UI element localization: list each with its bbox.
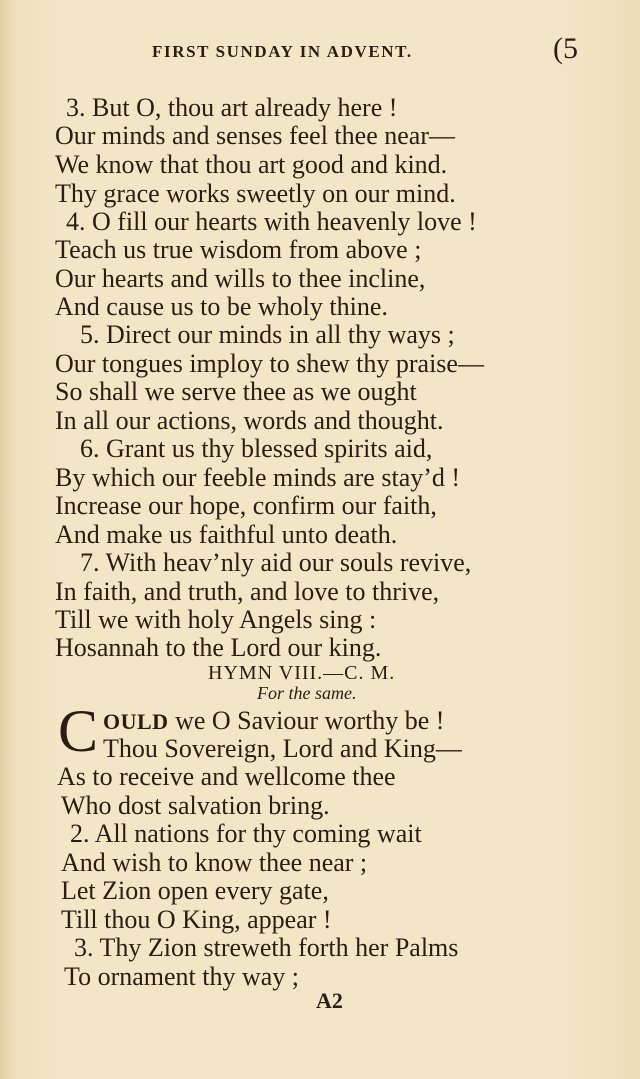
verse-line: 2. All nations for thy coming wait [70, 819, 422, 848]
verse-line: In faith, and truth, and love to thrive, [55, 577, 440, 606]
verse-line: And make us faithful unto death. [55, 520, 398, 549]
first-word-caps: OULD [103, 709, 169, 734]
verse-line: Our minds and senses feel thee near— [55, 121, 455, 150]
verse-line: 5. Direct our minds in all thy ways ; [80, 320, 455, 349]
verse-line: 4. O fill our hearts with heavenly love ! [66, 207, 477, 236]
hymn-subtitle: For the same. [257, 683, 357, 703]
verse-line: Thy grace works sweetly on our mind. [55, 179, 456, 208]
verse-line: And cause us to be wholy thine. [55, 292, 388, 321]
first-line-text: we O Saviour worthy be ! [168, 706, 445, 735]
first-verse-line [103, 707, 444, 736]
verse-line: By which our feeble minds are stay’d ! [55, 463, 461, 492]
verse-line: As to receive and wellcome thee [57, 762, 396, 791]
verse-line: Till thou O King, appear ! [61, 905, 332, 934]
verse-line: 6. Grant us thy blessed spirits aid, [80, 434, 433, 463]
signature-mark: A2 [316, 988, 343, 1013]
verse-line: To ornament thy way ; [64, 962, 300, 991]
verse-line: Till we with holy Angels sing : [55, 605, 377, 634]
verse-line: Who dost salvation bring. [61, 791, 330, 820]
verse-line: Our hearts and wills to thee incline, [55, 264, 426, 293]
hymn-title: HYMN VIII.—C. M. [208, 662, 396, 684]
verse-line: Thou Sovereign, Lord and King— [103, 734, 462, 763]
verse-line: Let Zion open every gate, [61, 876, 329, 905]
drop-cap: C [58, 698, 99, 764]
verse-line: Our tongues imploy to shew thy praise— [55, 349, 484, 378]
page-number: (5 [553, 32, 578, 65]
verse-line: And wish to know thee near ; [61, 848, 368, 877]
running-title: FIRST SUNDAY IN ADVENT. [152, 42, 413, 61]
verse-line: 7. With heav’nly aid our souls revive, [80, 548, 472, 577]
verse-line: 3. Thy Zion streweth forth her Palms [74, 933, 459, 962]
verse-line: 3. But O, thou art already here ! [66, 93, 398, 122]
verse-line: Teach us true wisdom from above ; [55, 235, 422, 264]
verse-line: So shall we serve thee as we ought [55, 377, 417, 406]
verse-line: Hosannah to the Lord our king. [55, 633, 382, 662]
verse-line: In all our actions, words and thought. [55, 406, 444, 435]
verse-line: Increase our hope, confirm our faith, [55, 491, 437, 520]
verse-line: We know that thou art good and kind. [55, 150, 448, 179]
